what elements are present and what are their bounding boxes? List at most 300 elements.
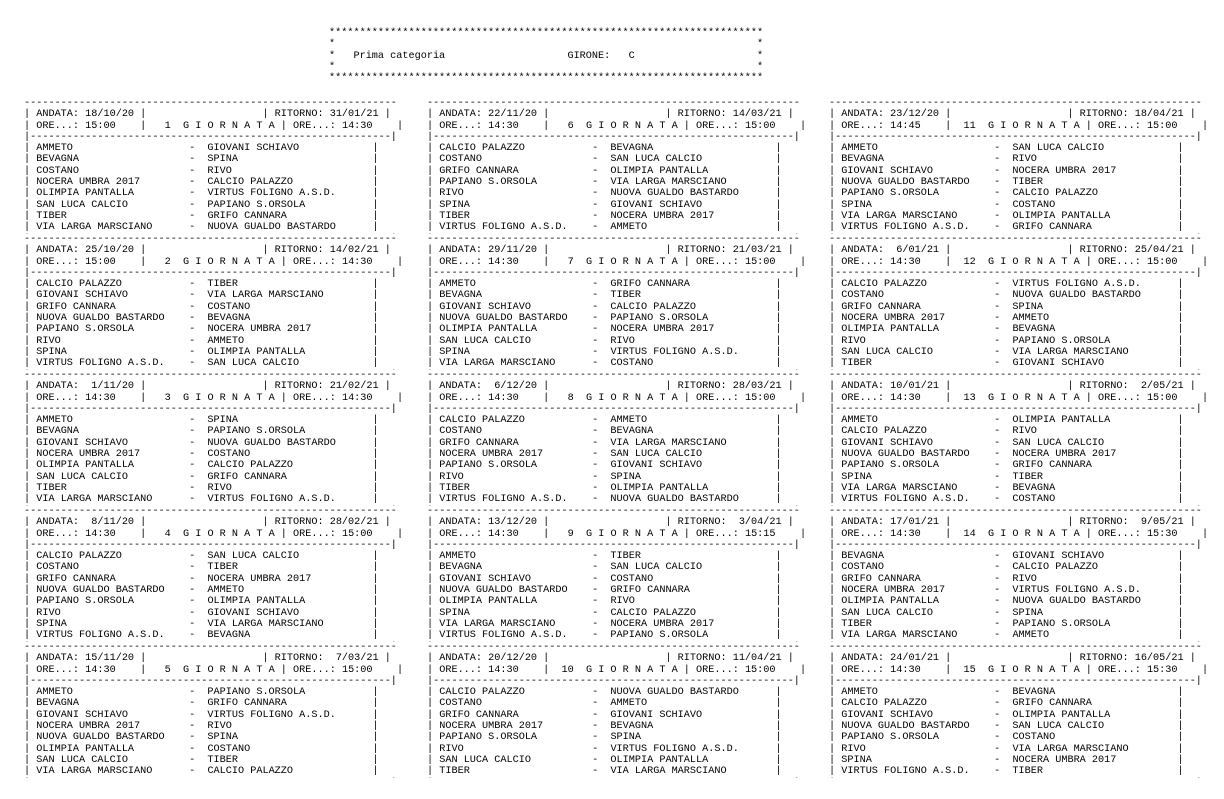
away-team: BEVAGNA — [610, 426, 654, 438]
match-row: | GRIFO CANNARA - NOCERA UMBRA 2017 | — [24, 573, 379, 585]
home-team: NUOVA GUALDO BASTARDO — [36, 585, 165, 597]
ritorno-date: 31/01/21 — [329, 109, 379, 121]
away-team: BEVAGNA — [610, 143, 654, 155]
round-divider: |-----------------------------------------------------------| — [829, 267, 1202, 279]
home-team: VIRTUS FOLIGNO A.S.D. — [36, 358, 165, 370]
away-team: RIVO — [1012, 154, 1037, 166]
ritorno-time: 15:00 — [744, 256, 776, 268]
match-row: | SPINA - OLIMPIA PANTALLA | — [24, 346, 379, 358]
round-block — [427, 234, 806, 370]
away-team: AMMETO — [610, 698, 648, 710]
away-team: NOCERA UMBRA 2017 — [1012, 165, 1117, 177]
home-team: GIOVANI SCHIAVO — [439, 573, 531, 585]
home-team: GRIFO CANNARA — [36, 573, 116, 585]
round-border-top: ------------------------------------------------------------- — [829, 506, 1202, 517]
round-dates-line: | ANDATA: 25/10/20 | | RITORNO: 14/02/21 | — [24, 245, 391, 257]
away-team: OLIMPIA PANTALLA — [207, 596, 306, 608]
match-row: | COSTANO - NUOVA GUALDO BASTARDO | — [829, 290, 1184, 302]
round-block — [829, 370, 1208, 506]
match-row: | GRIFO CANNARA - OLIMPIA PANTALLA | — [427, 165, 782, 177]
away-team: NOCERA UMBRA 2017 — [207, 573, 312, 585]
home-team: NOCERA UMBRA 2017 — [36, 449, 141, 461]
home-team: COSTANO — [439, 154, 483, 166]
match-row: | VIRTUS FOLIGNO A.S.D. - TIBER | — [829, 766, 1184, 778]
match-row: | GRIFO CANNARA - COSTANO | — [24, 301, 379, 313]
home-team: RIVO — [439, 471, 464, 483]
home-team: SPINA — [841, 754, 872, 766]
away-team: SPINA — [610, 471, 642, 483]
away-team: NUOVA GUALDO BASTARDO — [610, 494, 739, 506]
home-team: PAPIANO S.ORSOLA — [36, 324, 135, 336]
match-row: | COSTANO - AMMETO | — [427, 698, 782, 710]
match-row: | VIA LARGA MARSCIANO - NUOVA GUALDO BASTARDO | — [24, 222, 379, 234]
home-team: RIVO — [841, 335, 866, 347]
ritorno-date: 14/02/21 — [329, 245, 379, 257]
giornata-number: 4 — [164, 528, 171, 540]
match-row: | BEVAGNA - SPINA | — [24, 154, 379, 166]
match-row: | RIVO - PAPIANO S.ORSOLA | — [829, 335, 1184, 347]
away-team: TIBER — [610, 290, 641, 302]
away-team: SAN LUCA CALCIO — [207, 358, 300, 370]
ritorno-date: 7/03/21 — [329, 653, 379, 665]
match-row: | OLIMPIA PANTALLA - NOCERA UMBRA 2017 | — [427, 324, 782, 336]
match-row: | VIRTUS FOLIGNO A.S.D. - GRIFO CANNARA | — [829, 222, 1184, 234]
match-row: | NUOVA GUALDO BASTARDO - GRIFO CANNARA | — [427, 585, 782, 597]
home-team: NUOVA GUALDO BASTARDO — [439, 585, 568, 597]
giornata-number: 15 — [963, 664, 976, 676]
away-team: VIA LARGA MARSCIANO — [207, 290, 324, 302]
match-row: | AMMETO - PAPIANO S.ORSOLA | — [24, 687, 379, 699]
andata-time: 14:30 — [890, 528, 921, 540]
home-team: PAPIANO S.ORSOLA — [841, 732, 940, 744]
match-row: | TIBER - OLIMPIA PANTALLA | — [427, 482, 782, 494]
away-team: AMMETO — [610, 222, 648, 234]
away-team: BEVAGNA — [207, 313, 251, 325]
home-team: OLIMPIA PANTALLA — [36, 188, 135, 200]
match-row: | TIBER - GIOVANI SCHIAVO | — [829, 358, 1184, 370]
header-star-border-bottom: *********************************************************************** — [329, 73, 764, 85]
round-times-line: | ORE...: 14:45 | 11 G I O R N A T A | ORE...: 15:00 | — [829, 120, 1209, 132]
away-team: PAPIANO S.ORSOLA — [207, 426, 306, 438]
round-times-line: | ORE...: 14:30 | 6 G I O R N A T A | ORE...: 15:00 | — [427, 120, 807, 132]
away-team: OLIMPIA PANTALLA — [610, 165, 709, 177]
away-team: RIVO — [207, 721, 232, 733]
match-row: | AMMETO - BEVAGNA | — [829, 687, 1184, 699]
home-team: BEVAGNA — [841, 551, 885, 563]
home-team: RIVO — [36, 607, 61, 619]
round-dates-line: | ANDATA: 6/12/20 | | RITORNO: 28/03/21 | — [427, 381, 794, 393]
home-team: RIVO — [36, 335, 61, 347]
away-team: CALCIO PALAZZO — [1012, 562, 1099, 574]
ritorno-date: 28/02/21 — [329, 517, 379, 529]
andata-date: 10/01/21 — [890, 381, 940, 393]
andata-time: 14:30 — [488, 120, 519, 132]
away-team: NOCERA UMBRA 2017 — [1012, 449, 1117, 461]
ritorno-date: 18/04/21 — [1134, 109, 1184, 121]
away-team: SPINA — [207, 415, 238, 427]
round-times-line: | ORE...: 14:30 | 14 G I O R N A T A | ORE...: 15:30 | — [829, 528, 1209, 540]
match-row: | AMMETO - GIOVANI SCHIAVO | — [24, 143, 379, 155]
match-row: | NOCERA UMBRA 2017 - SAN LUCA CALCIO | — [427, 449, 782, 461]
match-row: | SPINA - VIA LARGA MARSCIANO | — [24, 618, 379, 630]
ritorno-time: 14:30 — [341, 256, 373, 268]
home-team: AMMETO — [36, 415, 73, 427]
away-team: GIOVANI SCHIAVO — [1012, 358, 1105, 370]
home-team: NOCERA UMBRA 2017 — [36, 721, 141, 733]
match-row: | PAPIANO S.ORSOLA - OLIMPIA PANTALLA | — [24, 596, 379, 608]
match-row: | CALCIO PALAZZO - TIBER | — [24, 279, 379, 291]
home-team: VIA LARGA MARSCIANO — [439, 618, 556, 630]
andata-date: 22/11/20 — [488, 109, 538, 121]
home-team: OLIMPIA PANTALLA — [439, 596, 538, 608]
away-team: OLIMPIA PANTALLA — [1012, 415, 1111, 427]
away-team: GRIFO CANNARA — [207, 471, 287, 483]
match-row: | RIVO - VIA LARGA MARSCIANO | — [829, 743, 1184, 755]
round-times-line: | ORE...: 14:30 | 15 G I O R N A T A | ORE...: 15:30 | — [829, 664, 1209, 676]
giornata-number: 3 — [164, 392, 171, 404]
match-row: | COSTANO - RIVO | — [24, 165, 379, 177]
match-row: | AMMETO - GRIFO CANNARA | — [427, 279, 782, 291]
match-row: | TIBER - VIA LARGA MARSCIANO | — [427, 766, 782, 778]
home-team: VIA LARGA MARSCIANO — [36, 766, 153, 778]
away-team: AMMETO — [610, 415, 648, 427]
home-team: AMMETO — [841, 415, 878, 427]
match-row: | GIOVANI SCHIAVO - CALCIO PALAZZO | — [427, 301, 782, 313]
match-row: | SPINA - VIRTUS FOLIGNO A.S.D. | — [427, 346, 782, 358]
home-team: VIRTUS FOLIGNO A.S.D. — [439, 494, 568, 506]
away-team: GIOVANI SCHIAVO — [610, 199, 703, 211]
andata-date: 18/10/20 — [85, 109, 135, 121]
andata-date: 13/12/20 — [488, 517, 538, 529]
home-team: BEVAGNA — [439, 290, 483, 302]
ritorno-time: 14:30 — [341, 392, 373, 404]
match-row: | SAN LUCA CALCIO - VIA LARGA MARSCIANO | — [829, 346, 1184, 358]
round-times-line: | ORE...: 15:00 | 1 G I O R N A T A | ORE...: 14:30 | — [24, 120, 404, 132]
home-team: CALCIO PALAZZO — [439, 687, 525, 699]
home-team: PAPIANO S.ORSOLA — [36, 596, 135, 608]
match-row: | CALCIO PALAZZO - RIVO | — [829, 426, 1184, 438]
match-row: | RIVO - VIRTUS FOLIGNO A.S.D. | — [427, 743, 782, 755]
away-team: NUOVA GUALDO BASTARDO — [1012, 596, 1141, 608]
match-row: | GRIFO CANNARA - SPINA | — [829, 301, 1184, 313]
home-team: GRIFO CANNARA — [841, 301, 921, 313]
home-team: SPINA — [841, 471, 872, 483]
round-divider: |-----------------------------------------------------------| — [829, 539, 1202, 551]
match-row: | SPINA - TIBER | — [829, 471, 1184, 483]
home-team: VIA LARGA MARSCIANO — [841, 210, 958, 222]
match-row: | GIOVANI SCHIAVO - SAN LUCA CALCIO | — [829, 437, 1184, 449]
away-team: VIRTUS FOLIGNO A.S.D. — [610, 346, 739, 358]
away-team: NOCERA UMBRA 2017 — [610, 210, 715, 222]
away-team: VIA LARGA MARSCIANO — [207, 618, 324, 630]
away-team: SAN LUCA CALCIO — [207, 551, 300, 563]
home-team: SPINA — [36, 618, 67, 630]
home-team: TIBER — [439, 766, 470, 778]
away-team: SAN LUCA CALCIO — [1012, 437, 1105, 449]
header-blank-line: * * — [329, 61, 764, 73]
andata-date: 17/01/21 — [890, 517, 940, 529]
round-times-line: | ORE...: 15:00 | 2 G I O R N A T A | ORE...: 14:30 | — [24, 256, 404, 268]
home-team: SPINA — [439, 346, 470, 358]
home-team: CALCIO PALAZZO — [841, 426, 927, 438]
away-team: SPINA — [610, 732, 642, 744]
home-team: AMMETO — [841, 687, 878, 699]
away-team: RIVO — [207, 165, 232, 177]
ritorno-time: 15:15 — [744, 528, 776, 540]
round-dates-line: | ANDATA: 29/11/20 | | RITORNO: 21/03/21 | — [427, 245, 794, 257]
home-team: AMMETO — [439, 279, 476, 291]
match-row: | SAN LUCA CALCIO - PAPIANO S.ORSOLA | — [24, 199, 379, 211]
ritorno-time: 15:00 — [744, 664, 776, 676]
ritorno-time: 15:00 — [1146, 392, 1178, 404]
match-row: | NUOVA GUALDO BASTARDO - TIBER | — [829, 177, 1184, 189]
match-row: | RIVO - AMMETO | — [24, 335, 379, 347]
home-team: NOCERA UMBRA 2017 — [36, 177, 141, 189]
match-row: | OLIMPIA PANTALLA - VIRTUS FOLIGNO A.S.D. | — [24, 188, 379, 200]
match-row: | OLIMPIA PANTALLA - BEVAGNA | — [829, 324, 1184, 336]
round-dates-line: | ANDATA: 23/12/20 | | RITORNO: 18/04/21 | — [829, 109, 1196, 121]
home-team: TIBER — [36, 210, 67, 222]
round-border-top: ------------------------------------------------------------- — [427, 506, 800, 517]
away-team: TIBER — [207, 754, 238, 766]
away-team: PAPIANO S.ORSOLA — [610, 313, 709, 325]
match-row: | PAPIANO S.ORSOLA - VIA LARGA MARSCIANO | — [427, 177, 782, 189]
away-team: BEVAGNA — [610, 721, 654, 733]
home-team: VIRTUS FOLIGNO A.S.D. — [439, 630, 568, 642]
match-row: | CALCIO PALAZZO - NUOVA GUALDO BASTARDO | — [427, 687, 782, 699]
home-team: CALCIO PALAZZO — [841, 698, 927, 710]
away-team: AMMETO — [1012, 313, 1050, 325]
home-team: PAPIANO S.ORSOLA — [841, 188, 940, 200]
andata-date: 20/12/20 — [488, 653, 538, 665]
round-block — [24, 642, 403, 778]
home-team: VIRTUS FOLIGNO A.S.D. — [36, 630, 165, 642]
ritorno-time: 15:30 — [1146, 528, 1178, 540]
away-team: GRIFO CANNARA — [207, 698, 287, 710]
home-team: TIBER — [841, 618, 872, 630]
match-row: | TIBER - GRIFO CANNARA | — [24, 210, 379, 222]
match-row: | CALCIO PALAZZO - SAN LUCA CALCIO | — [24, 551, 379, 563]
round-border-top: ------------------------------------------------------------- — [427, 234, 800, 245]
giornata-number: 8 — [567, 392, 574, 404]
away-team: OLIMPIA PANTALLA — [610, 754, 709, 766]
match-row: | TIBER - NOCERA UMBRA 2017 | — [427, 210, 782, 222]
home-team: BEVAGNA — [36, 154, 80, 166]
match-row: | NOCERA UMBRA 2017 - AMMETO | — [829, 313, 1184, 325]
home-team: NOCERA UMBRA 2017 — [439, 721, 544, 733]
away-team: NUOVA GUALDO BASTARDO — [207, 222, 336, 234]
ritorno-time: 15:00 — [341, 528, 373, 540]
away-team: COSTANO — [207, 301, 251, 313]
match-row: | GRIFO CANNARA - RIVO | — [829, 573, 1184, 585]
away-team: BEVAGNA — [1012, 324, 1056, 336]
home-team: TIBER — [439, 482, 470, 494]
round-border-top: ------------------------------------------------------------- — [829, 98, 1202, 109]
andata-time: 14:30 — [488, 256, 519, 268]
match-row: | VIRTUS FOLIGNO A.S.D. - COSTANO | — [829, 494, 1184, 506]
match-row: | NOCERA UMBRA 2017 - BEVAGNA | — [427, 721, 782, 733]
match-row: | NUOVA GUALDO BASTARDO - AMMETO | — [24, 585, 379, 597]
away-team: NOCERA UMBRA 2017 — [610, 324, 715, 336]
round-border-top: ------------------------------------------------------------- — [829, 370, 1202, 381]
match-row: | VIA LARGA MARSCIANO - VIRTUS FOLIGNO A.S.D. | — [24, 494, 379, 506]
away-team: TIBER — [610, 551, 641, 563]
away-team: RIVO — [207, 482, 232, 494]
home-team: PAPIANO S.ORSOLA — [439, 732, 538, 744]
match-row: | BEVAGNA - RIVO | — [829, 154, 1184, 166]
andata-time: 14:45 — [890, 120, 921, 132]
match-row: | SPINA - COSTANO | — [829, 199, 1184, 211]
away-team: CALCIO PALAZZO — [207, 460, 294, 472]
away-team: BEVAGNA — [207, 630, 251, 642]
round-dates-line: | ANDATA: 10/01/21 | | RITORNO: 2/05/21 | — [829, 381, 1196, 393]
away-team: AMMETO — [207, 335, 245, 347]
round-divider: |-----------------------------------------------------------| — [829, 675, 1202, 687]
match-row: | OLIMPIA PANTALLA - RIVO | — [427, 596, 782, 608]
round-times-line: | ORE...: 14:30 | 7 G I O R N A T A | ORE...: 15:00 | — [427, 256, 807, 268]
away-team: GIOVANI SCHIAVO — [610, 709, 703, 721]
home-team: VIA LARGA MARSCIANO — [36, 222, 153, 234]
match-row: | NOCERA UMBRA 2017 - CALCIO PALAZZO | — [24, 177, 379, 189]
ritorno-date: 21/03/21 — [732, 245, 782, 257]
ritorno-date: 21/02/21 — [329, 381, 379, 393]
home-team: NUOVA GUALDO BASTARDO — [439, 313, 568, 325]
away-team: BEVAGNA — [1012, 482, 1056, 494]
home-team: TIBER — [36, 482, 67, 494]
match-row: | GIOVANI SCHIAVO - OLIMPIA PANTALLA | — [829, 709, 1184, 721]
away-team: PAPIANO S.ORSOLA — [610, 630, 709, 642]
round-border-top: ------------------------------------------------------------- — [829, 234, 1202, 245]
away-team: RIVO — [1012, 426, 1037, 438]
home-team: GIOVANI SCHIAVO — [36, 290, 128, 302]
giornata-number: 13 — [963, 392, 976, 404]
match-row: | CALCIO PALAZZO - VIRTUS FOLIGNO A.S.D. | — [829, 279, 1184, 291]
home-team: GIOVANI SCHIAVO — [439, 301, 531, 313]
match-row: | NOCERA UMBRA 2017 - COSTANO | — [24, 449, 379, 461]
home-team: NUOVA GUALDO BASTARDO — [36, 313, 165, 325]
home-team: VIA LARGA MARSCIANO — [841, 630, 958, 642]
round-block — [24, 506, 403, 642]
home-team: GRIFO CANNARA — [439, 709, 519, 721]
round-times-line: | ORE...: 14:30 | 12 G I O R N A T A | ORE...: 15:00 | — [829, 256, 1209, 268]
andata-time: 15:00 — [85, 120, 116, 132]
round-dates-line: | ANDATA: 18/10/20 | | RITORNO: 31/01/21 | — [24, 109, 391, 121]
match-row: | NUOVA GUALDO BASTARDO - SAN LUCA CALCIO | — [829, 721, 1184, 733]
away-team: NOCERA UMBRA 2017 — [610, 618, 715, 630]
andata-date: 25/10/20 — [85, 245, 135, 257]
round-dates-line: | ANDATA: 17/01/21 | | RITORNO: 9/05/21 | — [829, 517, 1196, 529]
match-row: | SPINA - GIOVANI SCHIAVO | — [427, 199, 782, 211]
away-team: RIVO — [610, 596, 635, 608]
home-team: SAN LUCA CALCIO — [36, 754, 128, 766]
home-team: SAN LUCA CALCIO — [36, 471, 128, 483]
andata-date: 29/11/20 — [488, 245, 538, 257]
ritorno-date: 28/03/21 — [732, 381, 782, 393]
home-team: RIVO — [439, 188, 464, 200]
group-label: GIRONE: — [567, 50, 611, 62]
round-dates-line: | ANDATA: 24/01/21 | | RITORNO: 16/05/21 | — [829, 653, 1196, 665]
giornata-number: 10 — [561, 664, 574, 676]
away-team: CALCIO PALAZZO — [610, 607, 697, 619]
home-team: COSTANO — [841, 562, 885, 574]
home-team: AMMETO — [36, 687, 73, 699]
andata-time: 14:30 — [85, 664, 116, 676]
home-team: OLIMPIA PANTALLA — [36, 743, 135, 755]
match-row: | SPINA - CALCIO PALAZZO | — [427, 607, 782, 619]
round-times-line: | ORE...: 14:30 | 13 G I O R N A T A | ORE...: 15:00 | — [829, 392, 1209, 404]
rounds-column-1 — [24, 98, 403, 778]
match-row: | OLIMPIA PANTALLA - CALCIO PALAZZO | — [24, 460, 379, 472]
andata-time: 14:30 — [85, 392, 116, 404]
ritorno-date: 11/04/21 — [732, 653, 782, 665]
round-dates-line: | ANDATA: 6/01/21 | | RITORNO: 25/04/21 | — [829, 245, 1196, 257]
rounds-column-2 — [427, 98, 806, 778]
home-team: GRIFO CANNARA — [841, 573, 921, 585]
away-team: PAPIANO S.ORSOLA — [1012, 618, 1111, 630]
header-blank-line: * * — [329, 39, 764, 51]
round-block — [829, 98, 1208, 234]
away-team: SPINA — [1012, 301, 1043, 313]
match-row: | RIVO - GIOVANI SCHIAVO | — [24, 607, 379, 619]
round-border-top: ------------------------------------------------------------- — [24, 370, 397, 381]
andata-date: 6/01/21 — [890, 245, 940, 257]
round-divider: |-----------------------------------------------------------| — [24, 267, 397, 279]
away-team: OLIMPIA PANTALLA — [207, 346, 306, 358]
andata-time: 14:30 — [85, 528, 116, 540]
match-row: | PAPIANO S.ORSOLA - GIOVANI SCHIAVO | — [427, 460, 782, 472]
match-row: | COSTANO - CALCIO PALAZZO | — [829, 562, 1184, 574]
home-team: GIOVANI SCHIAVO — [841, 709, 933, 721]
away-team: NUOVA GUALDO BASTARDO — [610, 687, 739, 699]
home-team: COSTANO — [36, 562, 80, 574]
away-team: GRIFO CANNARA — [1012, 698, 1092, 710]
round-border-top: ------------------------------------------------------------- — [829, 642, 1202, 653]
match-row: | CALCIO PALAZZO - AMMETO | — [427, 415, 782, 427]
match-row: | RIVO - SPINA | — [427, 471, 782, 483]
away-team: COSTANO — [1012, 199, 1056, 211]
home-team: GIOVANI SCHIAVO — [36, 437, 128, 449]
round-block — [829, 642, 1208, 778]
match-row: | BEVAGNA - SAN LUCA CALCIO | — [427, 562, 782, 574]
away-team: VIRTUS FOLIGNO A.S.D. — [610, 743, 739, 755]
away-team: COSTANO — [1012, 494, 1056, 506]
away-team: GRIFO CANNARA — [1012, 222, 1092, 234]
match-row: | RIVO - NUOVA GUALDO BASTARDO | — [427, 188, 782, 200]
away-team: BEVAGNA — [1012, 687, 1056, 699]
home-team: GRIFO CANNARA — [439, 165, 519, 177]
home-team: VIRTUS FOLIGNO A.S.D. — [841, 766, 970, 778]
home-team: CALCIO PALAZZO — [36, 551, 122, 563]
home-team: SAN LUCA CALCIO — [439, 335, 531, 347]
away-team: OLIMPIA PANTALLA — [610, 482, 709, 494]
match-row: | SAN LUCA CALCIO - OLIMPIA PANTALLA | — [427, 754, 782, 766]
home-team: SAN LUCA CALCIO — [36, 199, 128, 211]
away-team: VIRTUS FOLIGNO A.S.D. — [1012, 585, 1141, 597]
home-team: VIA LARGA MARSCIANO — [439, 358, 556, 370]
andata-time: 14:30 — [488, 528, 519, 540]
home-team: RIVO — [439, 743, 464, 755]
away-team: SPINA — [207, 732, 238, 744]
home-team: NUOVA GUALDO BASTARDO — [841, 721, 970, 733]
home-team: NOCERA UMBRA 2017 — [841, 313, 946, 325]
away-team: VIRTUS FOLIGNO A.S.D. — [207, 494, 336, 506]
giornata-number: 6 — [567, 120, 574, 132]
home-team: NUOVA GUALDO BASTARDO — [841, 177, 970, 189]
match-row: | SAN LUCA CALCIO - RIVO | — [427, 335, 782, 347]
match-row: | VIA LARGA MARSCIANO - BEVAGNA | — [829, 482, 1184, 494]
round-dates-line: | ANDATA: 13/12/20 | | RITORNO: 3/04/21 | — [427, 517, 794, 529]
home-team: RIVO — [841, 743, 866, 755]
